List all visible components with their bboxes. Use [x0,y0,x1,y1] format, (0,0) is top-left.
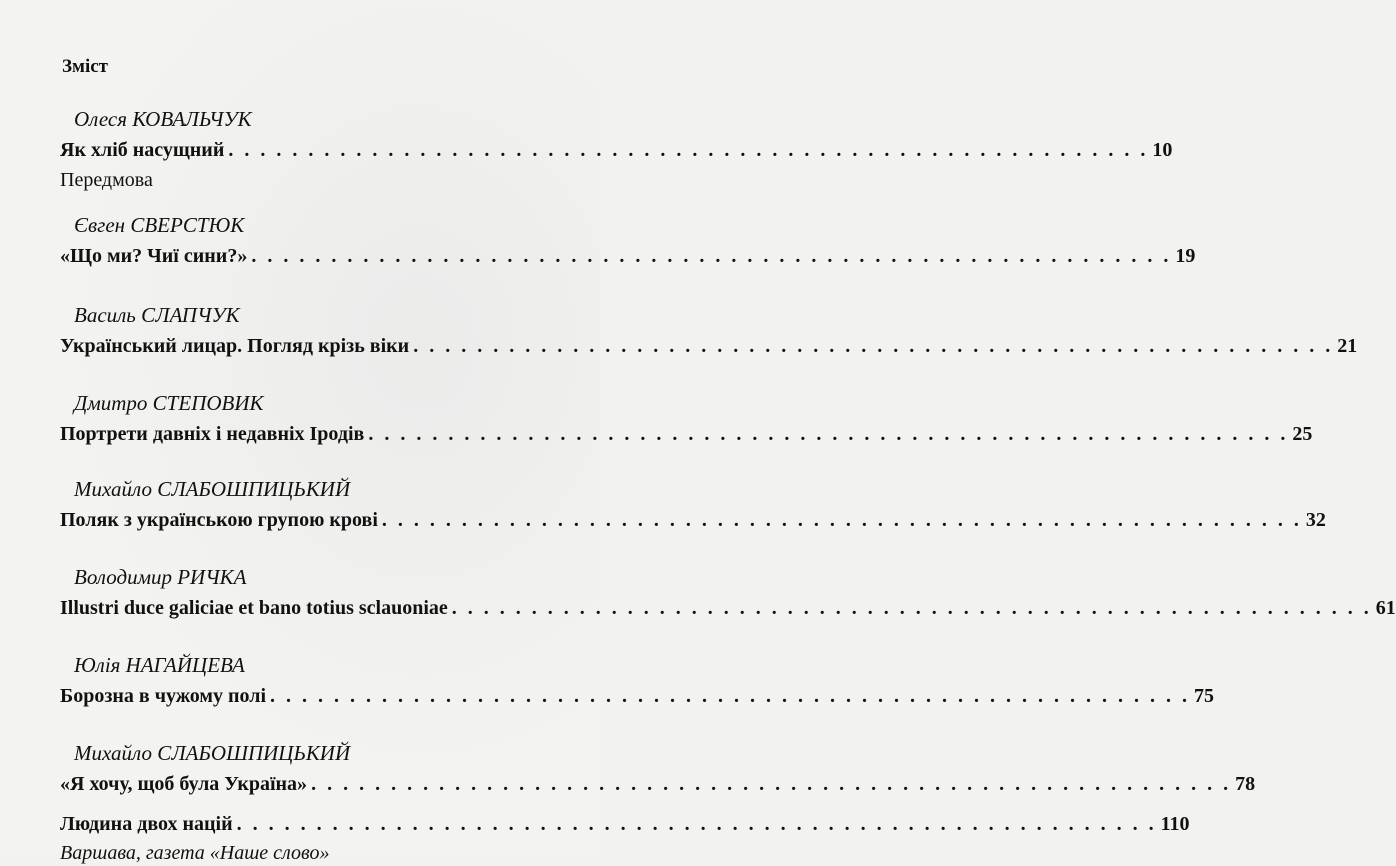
toc-entry-page: 110 [1160,813,1190,835]
toc-heading: Зміст [62,56,109,77]
toc-entry-page: 21 [1337,335,1358,357]
dot-leader: . . . . . . . . . . . . . . . . . . . . . . . . . . . . . . . . . . . . . . . . . . . . . . . . . . . . . . . . . . [270,685,1191,707]
toc-entry-title: «Що ми? Чиї сини?» [60,245,248,267]
dot-leader: . . . . . . . . . . . . . . . . . . . . . . . . . . . . . . . . . . . . . . . . . . . . . . . . . . . . . . . . . . [311,773,1232,795]
toc-author: Михайло СЛАБОШПИЦЬКИЙ [74,477,351,501]
toc-author: Олеся КОВАЛЬЧУК [74,107,252,131]
toc-author: Юлія НАГАЙЦЕВА [74,653,245,677]
dot-leader: . . . . . . . . . . . . . . . . . . . . . . . . . . . . . . . . . . . . . . . . . . . . . . . . . . . . . . . . . . [368,423,1289,445]
toc-entry [60,134,1173,166]
toc-entry-page: 32 [1305,509,1326,531]
toc-entry [60,592,1396,624]
toc-author: Дмитро СТЕПОВИК [74,391,264,415]
toc-entry [60,240,1196,272]
toc-author: Василь СЛАПЧУК [74,303,240,327]
toc-entry-title: Український лицар. Погляд крізь віки [60,335,410,357]
toc-entry-page: 10 [1152,139,1173,161]
table-of-contents [60,52,1396,866]
toc-entry-title: Illustri duce galiciae et bano totius sclauoniae [60,597,448,619]
toc-entry-subtitle: Передмова [60,169,153,191]
toc-entry [60,418,1313,450]
toc-entry-page: 61 [1375,597,1396,619]
dot-leader: . . . . . . . . . . . . . . . . . . . . . . . . . . . . . . . . . . . . . . . . . . . . . . . . . . . . . . . . . . [251,245,1172,267]
toc-author: Євген СВЕРСТЮК [74,213,245,237]
toc-entry-page: 78 [1235,773,1256,795]
toc-entry-page: 75 [1194,685,1215,707]
toc-entry-page: 19 [1175,245,1196,267]
toc-entry [60,680,1215,712]
toc-entry-title: Борозна в чужому полі [60,685,267,707]
dot-leader: . . . . . . . . . . . . . . . . . . . . . . . . . . . . . . . . . . . . . . . . . . . . . . . . . . . . . . . . . . [451,597,1372,619]
toc-entry-title: Як хліб насущний [60,139,225,161]
toc-entry [60,504,1326,536]
toc-entry-page: 25 [1292,423,1313,445]
toc-entry-note: Варшава, газета «Наше слово» [60,842,330,864]
toc-author: Володимир РИЧКА [74,565,247,589]
toc-entry-title: Поляк з українською групою крові [60,509,378,531]
toc-entry-title: Портрети давніх і недавніх Іродів [60,423,365,445]
dot-leader: . . . . . . . . . . . . . . . . . . . . . . . . . . . . . . . . . . . . . . . . . . . . . . . . . . . . . . . . . . [381,509,1302,531]
toc-entry-title: «Я хочу, щоб була Україна» [60,773,308,795]
toc-entry-title: Людина двох націй [60,813,233,835]
toc-entry [60,808,1190,840]
dot-leader: . . . . . . . . . . . . . . . . . . . . . . . . . . . . . . . . . . . . . . . . . . . . . . . . . . . . . . . . . . [228,139,1149,161]
toc-entry [60,330,1358,362]
toc-author: Михайло СЛАБОШПИЦЬКИЙ [74,741,351,765]
dot-leader: . . . . . . . . . . . . . . . . . . . . . . . . . . . . . . . . . . . . . . . . . . . . . . . . . . . . . . . . . . [236,813,1157,835]
dot-leader: . . . . . . . . . . . . . . . . . . . . . . . . . . . . . . . . . . . . . . . . . . . . . . . . . . . . . . . . . . [413,335,1334,357]
toc-entry [60,768,1256,800]
